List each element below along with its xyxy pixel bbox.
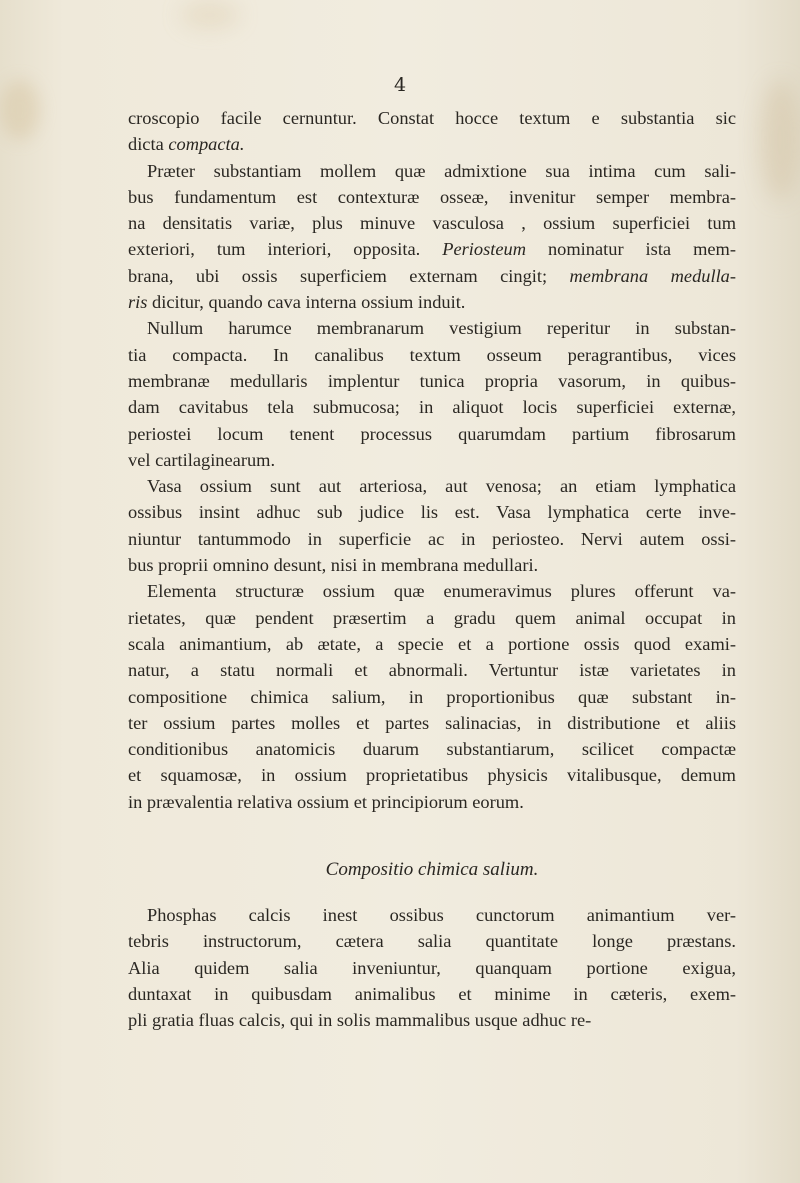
- text-line: [128, 368, 736, 394]
- text-run: ter ossium partes molles et partes salinacias, in distributione et aliis: [128, 712, 736, 733]
- text-run: membranæ medullaris implentur tunica propria vasorum, in quibus-: [128, 370, 736, 391]
- text-line: [128, 657, 736, 683]
- italic-run: ris: [128, 292, 148, 313]
- paragraph: [128, 902, 736, 1033]
- text-run: bus fundamentum est contexturæ osseæ, invenitur semper membra-: [128, 186, 736, 207]
- text-line: [128, 394, 736, 420]
- paragraph: [128, 105, 736, 158]
- paragraph: [128, 158, 736, 316]
- body-text-continued: [128, 902, 736, 1033]
- text-run: conditionibus anatomicis duarum substantiarum, scilicet compactæ: [128, 739, 736, 760]
- text-line: [128, 552, 736, 578]
- text-line: [128, 789, 736, 815]
- text-line: [128, 902, 736, 928]
- text-line: [128, 605, 736, 631]
- text-line: [128, 981, 736, 1007]
- text-run: vel cartilaginearum.: [128, 449, 276, 470]
- text-run: bus proprii omnino desunt, nisi in membrana medullari.: [128, 555, 539, 576]
- text-line: [128, 184, 736, 210]
- text-line: [128, 762, 736, 788]
- text-run: nominatur ista mem-: [525, 239, 736, 260]
- text-line: [128, 158, 736, 184]
- text-run: Phosphas calcis inest ossibus cunctorum animantium ver-: [147, 905, 736, 925]
- text-line: [128, 131, 736, 157]
- italic-run: membrana medulla-: [569, 265, 736, 286]
- text-run: pli gratia fluas calcis, qui in solis mammalibus usque adhuc re-: [128, 1010, 592, 1031]
- page-number: 4: [393, 74, 407, 96]
- text-run: exteriori, tum interiori, opposita.: [128, 239, 443, 260]
- text-line: [128, 684, 736, 710]
- text-run: Alia quidem salia inveniuntur, quanquam portione exigua,: [128, 957, 736, 978]
- text-line: [128, 1007, 736, 1033]
- text-run: Elementa structuræ ossium quæ enumeravimus plures offerunt va-: [147, 581, 736, 602]
- text-line: [128, 210, 736, 236]
- text-run: Præter substantiam mollem quæ admixtione sua intima cum sali-: [147, 160, 736, 181]
- text-run: Vasa ossium sunt aut arteriosa, aut venosa; an etiam lymphatica: [147, 476, 736, 497]
- text-line: [128, 289, 736, 315]
- text-run: brana, ubi ossis superficiem externam cingit;: [128, 265, 570, 286]
- text-run: croscopio facile cernuntur. Constat hocce textum e substantia sic: [128, 108, 736, 128]
- italic-run: compacta.: [168, 134, 245, 155]
- text-run: in prævalentia relativa ossium et principiorum eorum.: [128, 791, 524, 812]
- text-run: natur, a statu normali et abnormali. Vertuntur istæ varietates in: [128, 660, 736, 681]
- text-run: ossibus insint adhuc sub judice lis est. Vasa lymphatica certe inve-: [128, 502, 736, 523]
- paragraph: [128, 315, 736, 473]
- italic-run: Periosteum: [442, 239, 526, 260]
- text-run: duntaxat in quibusdam animalibus et minime in cæteris, exem-: [128, 983, 736, 1004]
- text-line: [128, 315, 736, 341]
- text-line: [128, 526, 736, 552]
- text-run: niuntur tantummodo in superficie ac in periosteo. Nervi autem ossi-: [128, 528, 736, 549]
- text-line: [128, 447, 736, 473]
- text-line: [128, 736, 736, 762]
- text-run: dicta: [128, 134, 169, 155]
- text-line: [128, 263, 736, 289]
- paper-stain: [180, 0, 240, 30]
- section-heading: Compositio chimica salium.: [325, 859, 539, 880]
- text-line: [128, 928, 736, 954]
- text-run: rietates, quæ pendent præsertim a gradu quem animal occupat in: [128, 607, 736, 628]
- text-run: scala animantium, ab ætate, a specie et a portione ossis quod exami-: [128, 633, 736, 654]
- text-run: tia compacta. In canalibus textum osseum peragrantibus, vices: [128, 344, 736, 365]
- text-line: [128, 342, 736, 368]
- text-run: periostei locum tenent processus quarumdam partium fibrosarum: [128, 423, 736, 444]
- text-line: [128, 473, 736, 499]
- text-line: [128, 955, 736, 981]
- text-run: et squamosæ, in ossium proprietatibus physicis vitalibusque, demum: [128, 765, 736, 786]
- text-line: [128, 710, 736, 736]
- text-line: [128, 105, 736, 131]
- text-line: [128, 578, 736, 604]
- text-line: [128, 421, 736, 447]
- text-line: [128, 236, 736, 262]
- text-run: na densitatis variæ, plus minuve vasculosa , ossium superficiei tum: [128, 213, 736, 234]
- text-run: Nullum harumce membranarum vestigium reperitur in substan-: [147, 318, 736, 339]
- body-text: [128, 105, 736, 815]
- paragraph: [128, 473, 736, 578]
- text-run: compositione chimica salium, in proportionibus quæ substant in-: [128, 686, 736, 707]
- paper-stain: [760, 80, 800, 200]
- text-line: [128, 631, 736, 657]
- text-run: dicitur, quando cava interna ossium induit.: [147, 292, 466, 313]
- text-run: tebris instructorum, cætera salia quantitate longe præstans.: [128, 931, 736, 952]
- paragraph: [128, 578, 736, 815]
- text-run: dam cavitabus tela submucosa; in aliquot locis superficiei externæ,: [128, 397, 736, 418]
- text-line: [128, 499, 736, 525]
